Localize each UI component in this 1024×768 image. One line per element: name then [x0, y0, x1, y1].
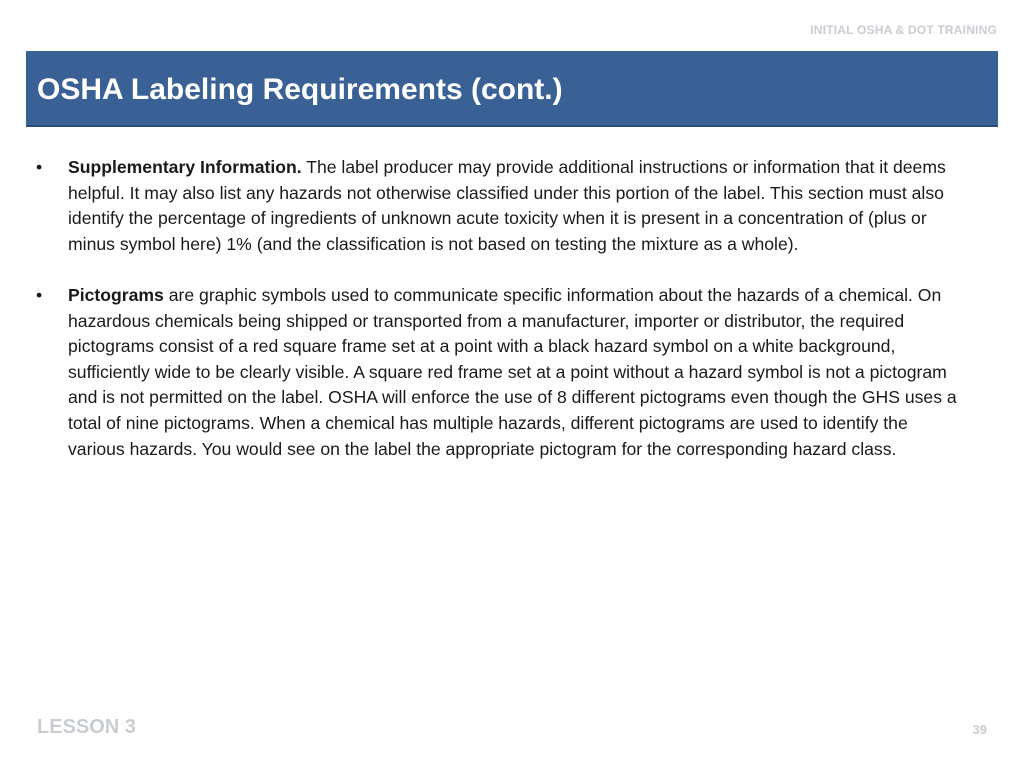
bullet-body: are graphic symbols used to communicate specific information about the hazards of a chemical. On hazardous chemicals being shipped or transported from a manufacturer, importer or distributor, the required pictograms consist of a red square frame set at a point with a black hazard symbol on a white background, sufficiently wide to be clearly visible. A square red frame set at a point without a hazard symbol is not a pictogram and is not permitted on the label. OSHA will enforce the use of 8 different pictograms even though the GHS uses a total of nine pictograms. When a chemical has multiple hazards, different pictograms are used to identify the various hazards. You would see on the label the appropriate pictogram for the corresponding hazard class.: [68, 284, 957, 459]
slide-title: OSHA Labeling Requirements (cont.): [37, 73, 563, 106]
page-number: 39: [972, 722, 987, 737]
lesson-label: LESSON 3: [37, 716, 136, 738]
bullet-pictograms: [36, 283, 966, 462]
bullet-marker: •: [36, 157, 43, 177]
bullet-term: Pictograms: [68, 284, 164, 305]
bullet-term: Supplementary Information.: [68, 157, 302, 177]
title-banner: [26, 51, 998, 127]
course-header: INITIAL OSHA & DOT TRAINING: [810, 23, 997, 37]
bullet-text: [68, 155, 966, 257]
bullet-supplementary-information: [36, 155, 966, 257]
bullet-marker: •: [36, 284, 43, 305]
bullet-text: [68, 283, 966, 462]
bullet-body: The label producer may provide additional instructions or information that it deems helpful. It may also list any hazards not otherwise classified under this portion of the label. This section must also identify the percentage of ingredients of unknown acute toxicity when it is present in a concentration of (plus or minus symbol here) 1% (and the classification is not based on testing the mixture as a whole).: [68, 157, 946, 254]
slide-content: [36, 155, 966, 462]
